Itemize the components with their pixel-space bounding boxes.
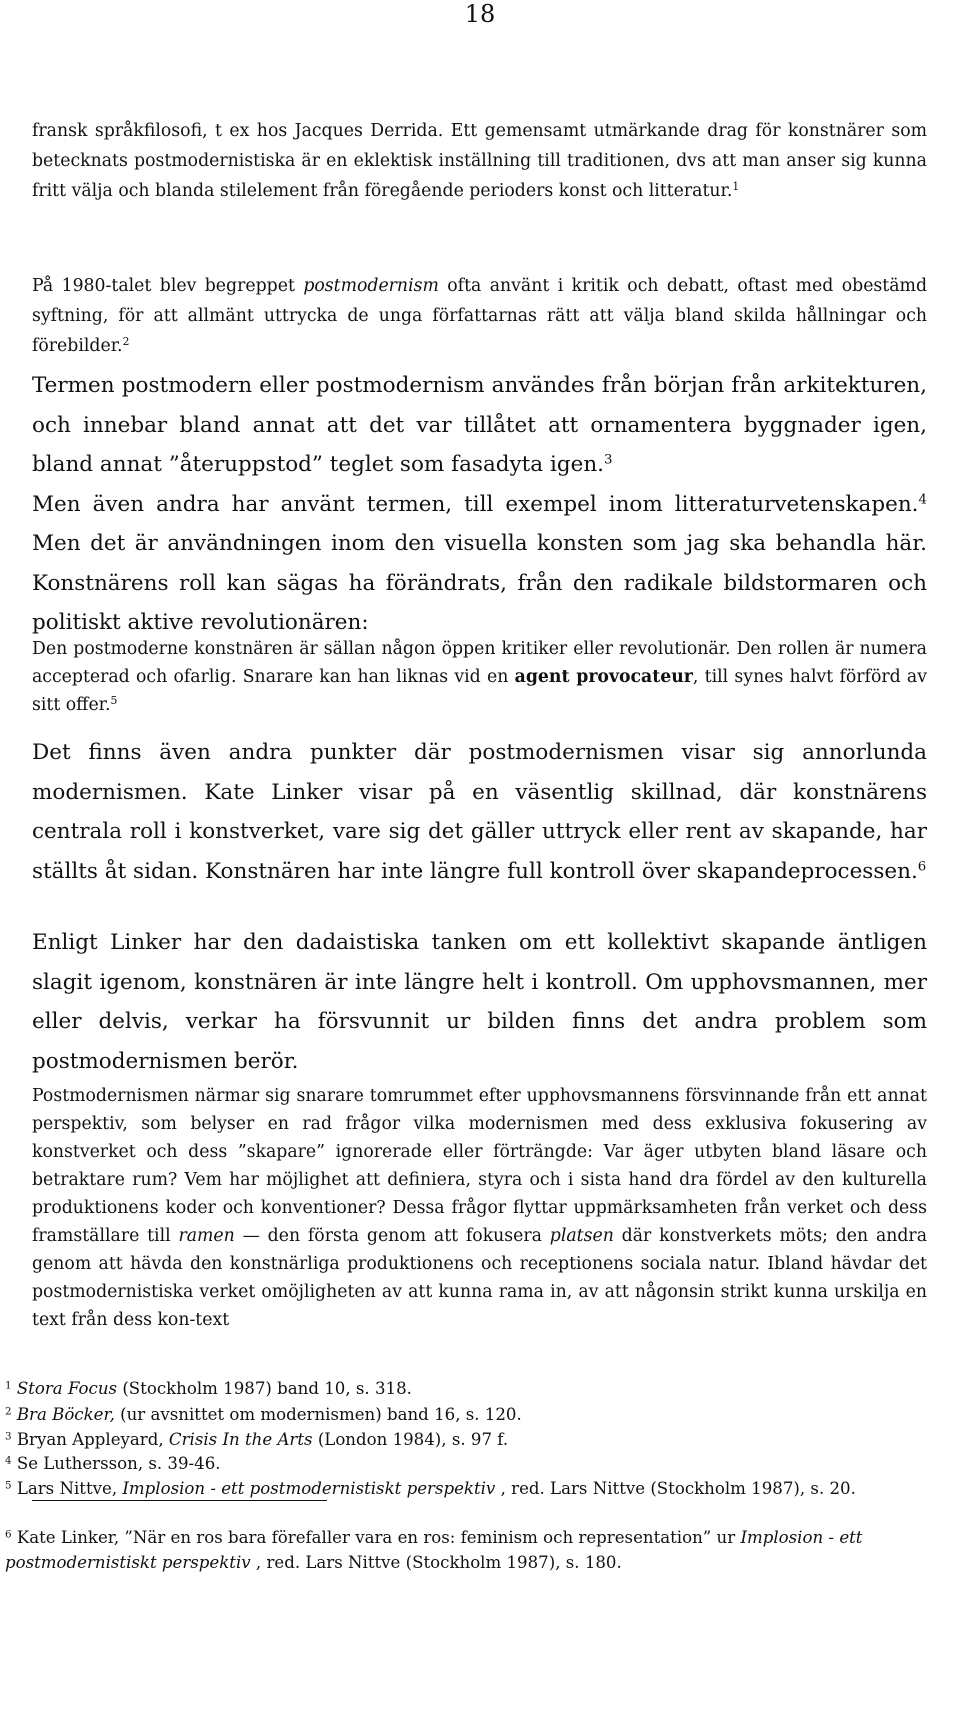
footnote-number: 2 xyxy=(5,1405,12,1418)
paragraph-text: Termen postmodern eller postmodernism användes från början från arkitekturen, och innebar bland annat att det var tillåtet att ornamentera byggnader igen, bland annat ”återuppstod” teglet som fasadyta igen. xyxy=(32,373,927,477)
paragraph-dadaist xyxy=(32,923,927,1081)
paragraph-1980s xyxy=(32,271,927,361)
footnote-ref-1: 1 xyxy=(732,180,740,194)
footnote-title: Implosion - ett postmodernistiskt perspektiv xyxy=(5,1528,863,1572)
footnote-3 xyxy=(5,1428,955,1453)
term-ramen: ramen xyxy=(178,1226,235,1246)
quote-text: , till synes halvt förförd av sitt offer. xyxy=(32,667,927,715)
footnote-text: (London 1984), s. 97 f. xyxy=(312,1430,509,1449)
footnote-ref-5: 5 xyxy=(110,694,118,708)
footnote-ref-4: 4 xyxy=(918,492,927,508)
footnote-title: Stora Focus xyxy=(16,1379,118,1398)
footnote-number: 6 xyxy=(5,1528,12,1541)
footnote-text: Bryan Appleyard, xyxy=(16,1430,169,1449)
footnote-text: , red. Lars Nittve (Stockholm 1987), s. 20. xyxy=(495,1479,856,1498)
footnote-text: (ur avsnittet om modernismen) band 16, s. 120. xyxy=(114,1405,522,1424)
footnote-5 xyxy=(5,1477,950,1502)
footnote-title: Crisis In the Arts xyxy=(168,1430,313,1449)
footnote-6 xyxy=(5,1526,950,1575)
term-postmodernism: postmodernism xyxy=(303,276,439,296)
paragraph-text: fransk språkfilosofi, t ex hos Jacques Derrida. Ett gemensamt utmärkande drag för konstnärer som betecknats postmodernistiska är en eklektisk inställning till traditionen, dvs att man anser sig kunna fritt välja och blanda stilelement från föregående perioders konst och litteratur. xyxy=(32,121,927,201)
paragraph-text: Men även andra har använt termen, till exempel inom litteraturvetenskapen. xyxy=(32,491,919,517)
footnote-ref-2: 2 xyxy=(122,335,130,349)
quote-text: Den postmoderne konstnären är sällan någon öppen kritiker eller revolutionär. Den rollen är numera accepterad och ofarlig. Snarare kan han liknas vid en xyxy=(32,639,927,687)
paragraph-architecture xyxy=(32,366,927,643)
footnote-title: Bra Böcker, xyxy=(16,1405,115,1424)
block-quote-provocateur xyxy=(32,635,927,719)
footnote-2 xyxy=(5,1403,955,1428)
footnote-title: Implosion - ett postmodernistiskt perspektiv xyxy=(122,1479,496,1498)
paragraph-text: Men det är användningen inom den visuella konsten som jag ska behandla här. Konstnärens roll kan sägas ha förändrats, från den radikale bildstormaren och politiskt aktive revolutionären: xyxy=(32,531,927,635)
term-agent-provocateur: agent provocateur xyxy=(514,667,693,687)
footnote-ref-6: 6 xyxy=(917,859,927,875)
footnote-number: 3 xyxy=(5,1430,12,1443)
quote-text: Postmodernismen närmar sig snarare tomrummet efter upphovsmannens försvinnande från ett annat perspektiv, som belyser en rad frågor vilka modernismen med dess exklusiva fokusering av konstverket och dess ”skapare” ignorerade eller förträngde: Var äger utbyten bland läsare och betraktare rum? Vem har möjlighet att definiera, styra och i sista hand dra fördel av den kulturella produktionens koder och konventioner? Dessa frågor flyttar uppmärksamheten från verket och dess framställare till xyxy=(32,1086,927,1246)
footnote-number: 4 xyxy=(5,1454,12,1467)
footnote-ref-3: 3 xyxy=(604,452,613,468)
paragraph-text: Det finns även andra punkter där postmodernismen visar sig annorlunda modernismen. Kate Linker visar på en väsentlig skillnad, där konstnärens centrala roll i konstverket, vare sig det gäller uttryck eller rent av skapande, har ställts åt sidan. Konstnären har inte längre full kontroll över skapandeprocessen. xyxy=(32,740,927,884)
block-quote-frame xyxy=(32,1082,927,1334)
paragraph-text: ofta använt i kritik och debatt, oftast med obestämd syftning, för att allmänt uttrycka de unga författarnas rätt att välja bland skilda hållningar och förebilder. xyxy=(32,276,928,356)
page-number: 18 xyxy=(464,0,496,28)
footnote-text: (Stockholm 1987) band 10, s. 318. xyxy=(117,1379,412,1398)
footnote-text: Se Luthersson, s. 39-46. xyxy=(16,1454,221,1473)
paragraph-linker xyxy=(32,733,927,891)
footnote-4 xyxy=(5,1452,955,1477)
paragraph-intro xyxy=(32,116,927,206)
footnote-text: Kate Linker, ”När en ros bara förefaller vara en ros: feminism och representation” ur xyxy=(16,1528,741,1547)
paragraph-text: På 1980-talet blev begreppet xyxy=(32,276,304,296)
footnote-number: 5 xyxy=(5,1479,12,1492)
quote-text: där konstverkets möts; den andra genom att hävda den konstnärliga produktionens och receptionens sociala natur. Ibland hävdar det postmodernistiska verket omöjligheten av att kunna rama in, av att någonsin strikt kunna urskilja en text från dess kon-text xyxy=(32,1226,928,1330)
quote-text: — den första genom att fokusera xyxy=(234,1226,550,1246)
footnote-text: Lars Nittve, xyxy=(16,1479,123,1498)
paragraph-text: Enligt Linker har den dadaistiska tanken om ett kollektivt skapande äntligen slagit igenom, konstnären är inte längre helt i kontroll. Om upphovsmannen, mer eller delvis, verkar ha försvunnit ur bilden finns det andra problem som postmodernismen berör. xyxy=(32,930,927,1074)
footnote-number: 1 xyxy=(5,1379,12,1392)
footnote-text: , red. Lars Nittve (Stockholm 1987), s. 180. xyxy=(250,1552,622,1572)
term-platsen: platsen xyxy=(549,1226,614,1246)
footnote-1 xyxy=(5,1377,955,1402)
